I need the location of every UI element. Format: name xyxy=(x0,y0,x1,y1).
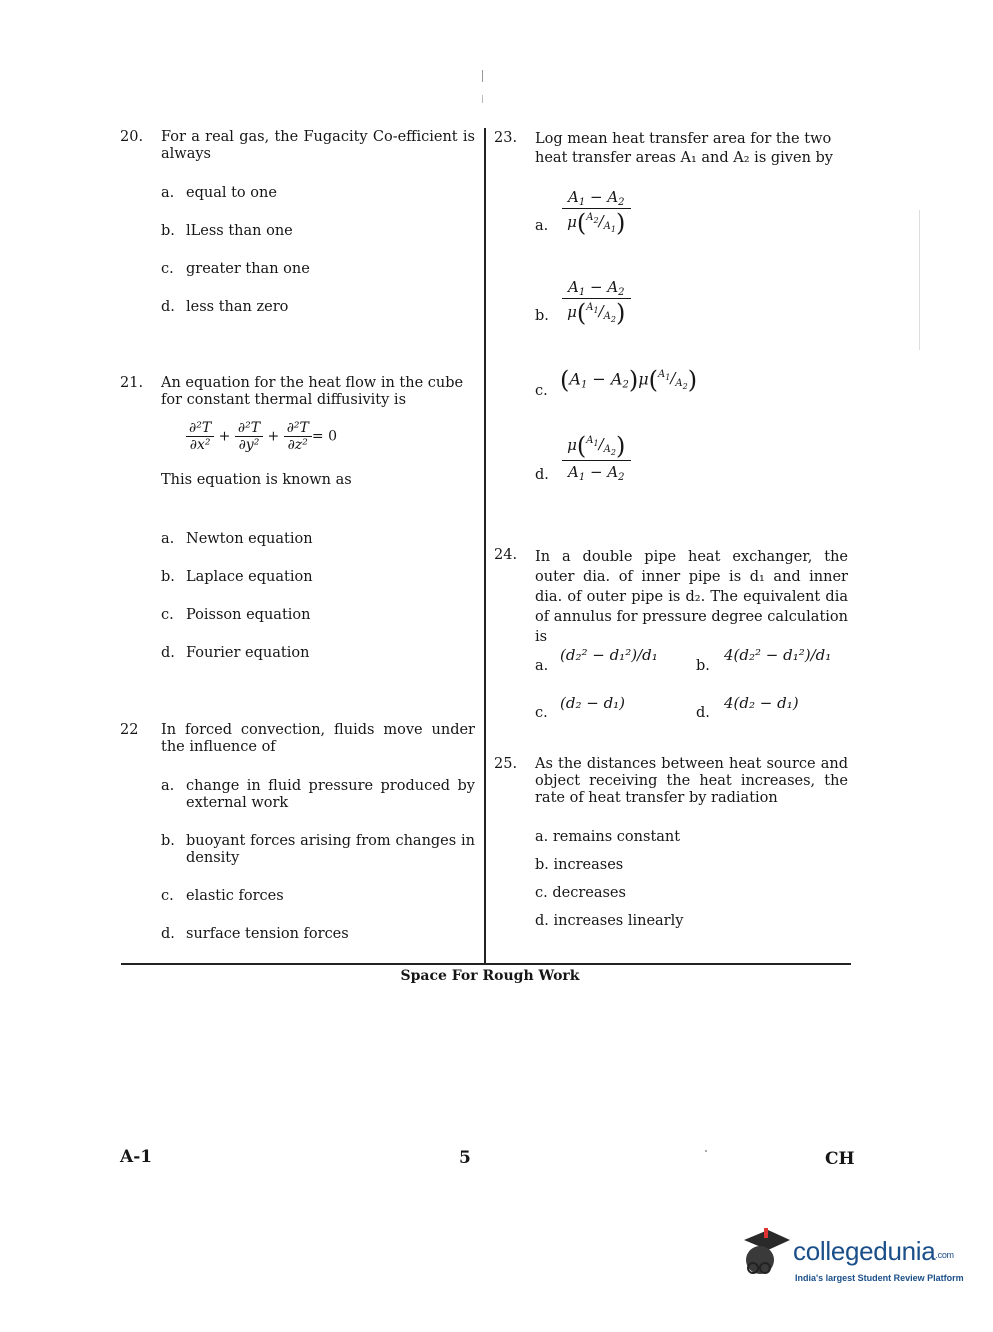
option-label: b. xyxy=(696,658,710,674)
option-label: b. xyxy=(161,833,175,849)
option-label: d. xyxy=(535,467,549,483)
option-label: d. xyxy=(161,926,175,942)
option-label: c. xyxy=(535,705,548,721)
top-mark xyxy=(482,70,483,82)
question-subtext: This equation is known as xyxy=(161,472,352,488)
speck xyxy=(705,1150,707,1152)
bottom-rule xyxy=(121,963,851,965)
question-text: An equation for the heat flow in the cube for constant thermal diffusivity is xyxy=(161,375,464,408)
option xyxy=(535,913,683,930)
option xyxy=(161,778,475,812)
brand-suffix: .com xyxy=(935,1250,954,1260)
question-number: 20. xyxy=(120,129,144,145)
option-label: a. xyxy=(161,531,175,547)
eq-numerator: ∂²T xyxy=(186,420,214,437)
question-number: 24. xyxy=(494,547,518,563)
option xyxy=(161,645,309,662)
option-label: c. xyxy=(535,383,548,399)
option-text: Poisson equation xyxy=(186,607,311,623)
footer-subject: CH xyxy=(825,1149,855,1169)
option-text: elastic forces xyxy=(186,888,284,904)
option-text: remains constant xyxy=(552,829,681,845)
option-text: change in fluid pressure produced by external work xyxy=(186,778,475,811)
option-label: c. xyxy=(535,885,548,901)
brand-name-text: collegedunia xyxy=(793,1236,936,1266)
brand-name xyxy=(793,1236,954,1267)
option-formula: $(A_1 - A_2)\mu(^{A_1}/_{A_2})$ xyxy=(560,366,698,394)
option-text: Newton equation xyxy=(186,531,313,547)
eq-numerator: ∂²T xyxy=(284,420,312,437)
option xyxy=(535,885,626,902)
option-text: surface tension forces xyxy=(186,926,349,942)
option xyxy=(535,829,680,846)
option xyxy=(161,926,349,943)
option xyxy=(161,607,310,624)
question-text: In forced convection, fluids move under the influence of xyxy=(161,722,475,755)
footer-code: A-1 xyxy=(120,1147,153,1167)
option-formula: 4(d₂ − d₁) xyxy=(724,694,799,712)
question-number: 22 xyxy=(120,722,139,738)
option-label: d. xyxy=(161,645,175,661)
option-formula: (d₂ − d₁) xyxy=(560,694,626,712)
option-text: Fourier equation xyxy=(186,645,310,661)
option xyxy=(161,833,475,867)
column-divider xyxy=(484,128,486,964)
option xyxy=(161,261,310,278)
rough-work-label: Space For Rough Work xyxy=(400,968,580,984)
option xyxy=(161,185,277,202)
page-number: 5 xyxy=(459,1148,471,1168)
option-label: b. xyxy=(161,569,175,585)
option-text: equal to one xyxy=(186,185,277,201)
top-mark xyxy=(482,95,483,103)
option-label: b. xyxy=(535,308,549,324)
option-text: buoyant forces arising from changes in density xyxy=(186,833,475,866)
option-label: a. xyxy=(535,829,549,845)
option-text: lLess than one xyxy=(186,223,293,239)
option-label: a. xyxy=(535,218,549,234)
option-label: b. xyxy=(161,223,175,239)
question-text: Log mean heat transfer area for the two heat transfer areas A₁ and A₂ is given by xyxy=(535,131,833,166)
question-text: In a double pipe heat exchanger, the outer dia. of inner pipe is d₁ and inner dia. of outer pipe is d₂. The equivalent dia of annulus for pressure degree calculation is xyxy=(535,549,848,645)
question-number: 25. xyxy=(494,756,518,772)
option xyxy=(535,857,623,874)
option xyxy=(161,569,313,586)
option-text: greater than one xyxy=(186,261,310,277)
eq-rhs: = 0 xyxy=(311,428,337,445)
option-formula: 4(d₂² − d₁²)/d₁ xyxy=(724,646,832,664)
option xyxy=(161,531,313,548)
question-text: For a real gas, the Fugacity Co-efficient is always xyxy=(161,129,475,162)
option xyxy=(161,888,284,905)
option-text: Laplace equation xyxy=(186,569,313,585)
option-label: d. xyxy=(696,705,710,721)
option-formula: $\frac{\mu(^{A_1}/_{A_2})}{A_1 - A_2}$ xyxy=(562,432,631,483)
margin-line xyxy=(919,210,920,350)
question-number: 23. xyxy=(494,130,518,146)
question-number: 21. xyxy=(120,375,144,391)
option-label: d. xyxy=(161,299,175,315)
option-label: c. xyxy=(161,607,174,623)
eq-numerator: ∂²T xyxy=(235,420,263,437)
option xyxy=(161,299,288,316)
laplace-equation: $\frac{\text{∂²T}}{\text{∂x²}}$ + $\frac{\text{∂²T}}{\text{∂y²}}$ + $\frac{\text{∂²T}}{\text{∂z²}}$ = 0 xyxy=(186,420,337,453)
option-formula: $\frac{A_1 - A_2}{\mu(^{A_2}/_{A_1})}$ xyxy=(562,188,631,237)
option-text: less than zero xyxy=(186,299,289,315)
eq-denominator: ∂z² xyxy=(287,437,308,453)
option-label: c. xyxy=(161,888,174,904)
option-label: a. xyxy=(161,185,175,201)
eq-denominator: ∂x² xyxy=(189,437,211,453)
option-label: a. xyxy=(161,778,175,794)
option-text: increases linearly xyxy=(553,913,684,929)
eq-denominator: ∂y² xyxy=(238,437,260,453)
option-formula: $\frac{A_1 - A_2}{\mu(^{A_1}/_{A_2})}$ xyxy=(562,278,631,327)
option-label: a. xyxy=(535,658,549,674)
brand-tagline: India's largest Student Review Platform xyxy=(795,1273,964,1283)
option-label: b. xyxy=(535,857,549,873)
option xyxy=(161,223,293,240)
option-text: increases xyxy=(553,857,624,873)
option-formula: (d₂² − d₁²)/d₁ xyxy=(560,646,658,664)
option-text: decreases xyxy=(552,885,626,901)
question-text: As the distances between heat source and object receiving the heat increases, the rate of heat transfer by radiation xyxy=(535,756,848,806)
option-label: c. xyxy=(161,261,174,277)
option-label: d. xyxy=(535,913,549,929)
graduate-mascot-icon xyxy=(734,1224,794,1284)
